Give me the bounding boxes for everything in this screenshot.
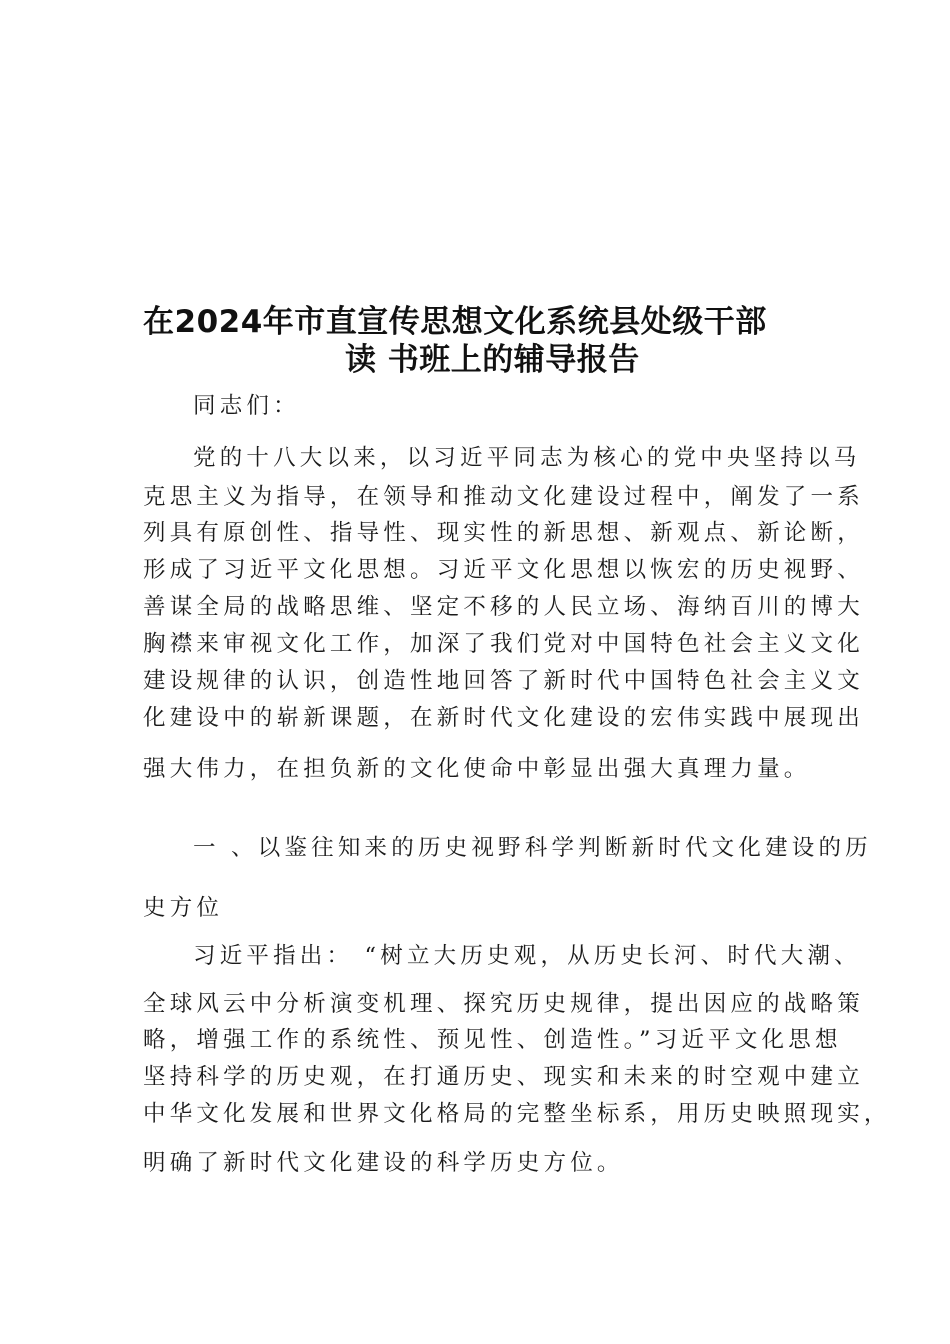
section-heading-line: 一 、以鉴往知来的历史视野科学判断新时代文化建设的历 <box>193 835 872 861</box>
paragraph-line: 明确了新时代文化建设的科学历史方位。 <box>143 1150 624 1176</box>
paragraph-line: 善谋全局的战略思维、坚定不移的人民立场、海纳百川的博大 <box>143 594 864 620</box>
paragraph-line: 强大伟力，在担负新的文化使命中彰显出强大真理力量。 <box>143 756 811 782</box>
paragraph-line: 建设规律的认识，创造性地回答了新时代中国特色社会主义文 <box>143 668 864 694</box>
paragraph-line: 胸襟来审视文化工作，加深了我们党对中国特色社会主义文化 <box>143 631 864 657</box>
greeting: 同志们： <box>193 393 300 419</box>
paragraph-line: 中华文化发展和世界文化格局的完整坐标系，用历史映照现实， <box>143 1101 891 1127</box>
paragraph-line: 克思主义为指导，在领导和推动文化建设过程中，阐发了一系 <box>143 484 864 510</box>
paragraph-line: 党的十八大以来，以习近平同志为核心的党中央坚持以马 <box>193 445 861 471</box>
paragraph-line: 列具有原创性、指导性、现实性的新思想、新观点、新论断， <box>143 520 864 546</box>
title-line-1: 在2024年市直宣传思想文化系统县处级干部 <box>143 304 767 340</box>
paragraph-line: 略，增强工作的系统性、预见性、创造性。”习近平文化思想 <box>143 1027 842 1053</box>
paragraph-line: 全球风云中分析演变机理、探究历史规律，提出因应的战略策 <box>143 991 864 1017</box>
paragraph-line: 坚持科学的历史观，在打通历史、现实和未来的时空观中建立 <box>143 1064 864 1090</box>
paragraph-line: 化建设中的崭新课题，在新时代文化建设的宏伟实践中展现出 <box>143 705 864 731</box>
paragraph-line: 形成了习近平文化思想。习近平文化思想以恢宏的历史视野、 <box>143 557 864 583</box>
title-line-2: 读 书班上的辅导报告 <box>345 342 640 378</box>
paragraph-line: 习近平指出： “树立大历史观，从历史长河、时代大潮、 <box>193 943 861 969</box>
section-heading-line: 史方位 <box>143 895 224 921</box>
